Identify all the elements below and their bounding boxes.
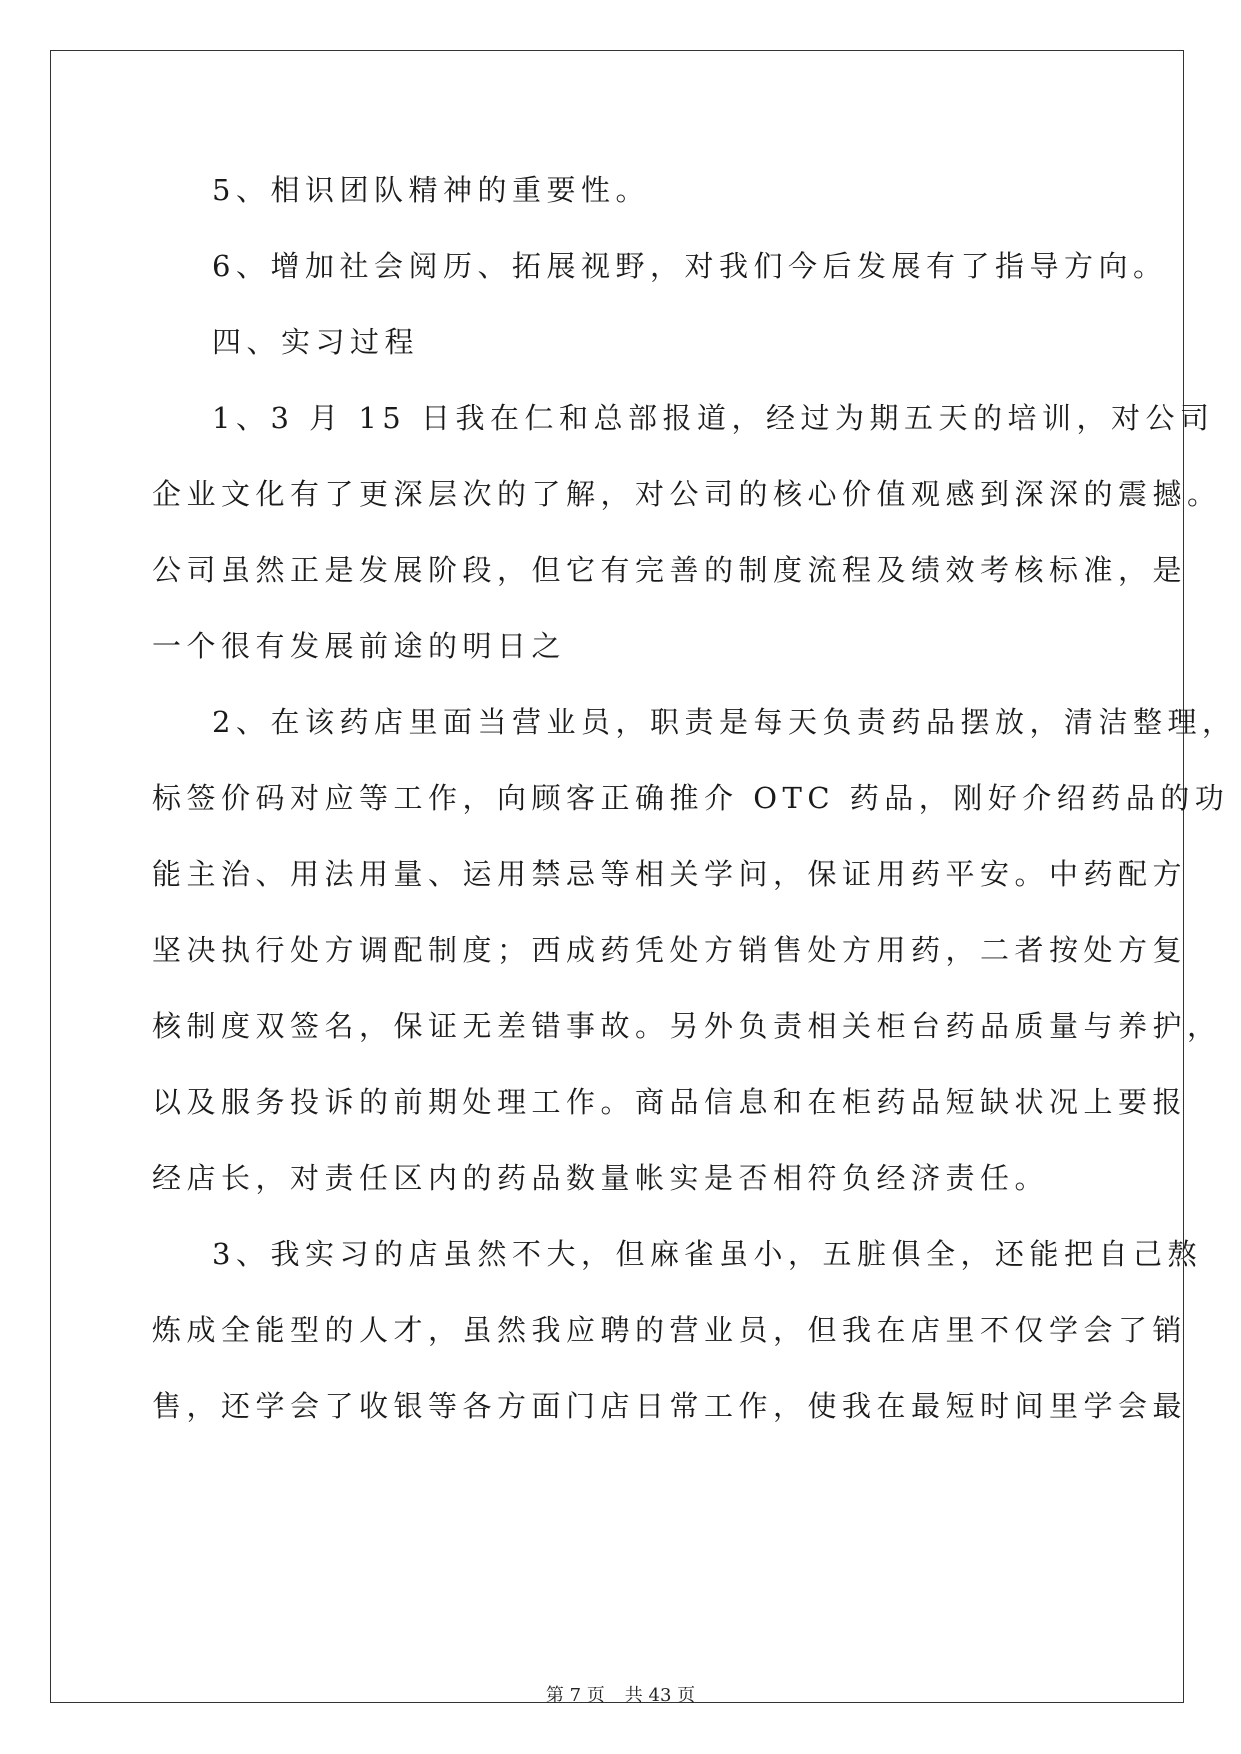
page-footer (0, 1684, 1241, 1708)
paragraph-line: 标签价码对应等工作，向顾客正确推介 OTC 药品，刚好介绍药品的功 (152, 781, 1230, 815)
page-total: 共 43 页 (624, 1685, 696, 1706)
paragraph-line: 企业文化有了更深层次的了解，对公司的核心价值观感到深深的震撼。 (152, 477, 1222, 511)
paragraph-line: 1、3 月 15 日我在仁和总部报道，经过为期五天的培训，对公司 (212, 401, 1215, 435)
list-item: 5、相识团队精神的重要性。 (212, 173, 650, 207)
paragraph-line: 一个很有发展前途的明日之 (152, 629, 567, 663)
paragraph-line: 炼成全能型的人才，虽然我应聘的营业员，但我在店里不仅学会了销 (152, 1313, 1188, 1347)
paragraph-line: 能主治、用法用量、运用禁忌等相关学问，保证用药平安。中药配方 (152, 857, 1188, 891)
paragraph-line: 经店长，对责任区内的药品数量帐实是否相符负经济责任。 (152, 1161, 1050, 1195)
paragraph-line: 2、在该药店里面当营业员，职责是每天负责药品摆放，清洁整理， (212, 705, 1237, 739)
paragraph-line: 以及服务投诉的前期处理工作。商品信息和在柜药品短缺状况上要报 (152, 1085, 1188, 1119)
list-item: 6、增加社会阅历、拓展视野，对我们今后发展有了指导方向。 (212, 249, 1168, 283)
paragraph-line: 3、我实习的店虽然不大，但麻雀虽小，五脏俱全，还能把自己熬 (212, 1237, 1202, 1271)
page-number: 第 7 页 (545, 1685, 605, 1706)
paragraph-line: 公司虽然正是发展阶段，但它有完善的制度流程及绩效考核标准，是 (152, 553, 1188, 587)
paragraph-line: 售，还学会了收银等各方面门店日常工作，使我在最短时间里学会最 (152, 1389, 1188, 1423)
paragraph-line: 坚决执行处方调配制度；西成药凭处方销售处方用药，二者按处方复 (152, 933, 1188, 967)
paragraph-line: 核制度双签名，保证无差错事故。另外负责相关柜台药品质量与养护， (152, 1009, 1222, 1043)
section-heading: 四、实习过程 (212, 325, 420, 359)
